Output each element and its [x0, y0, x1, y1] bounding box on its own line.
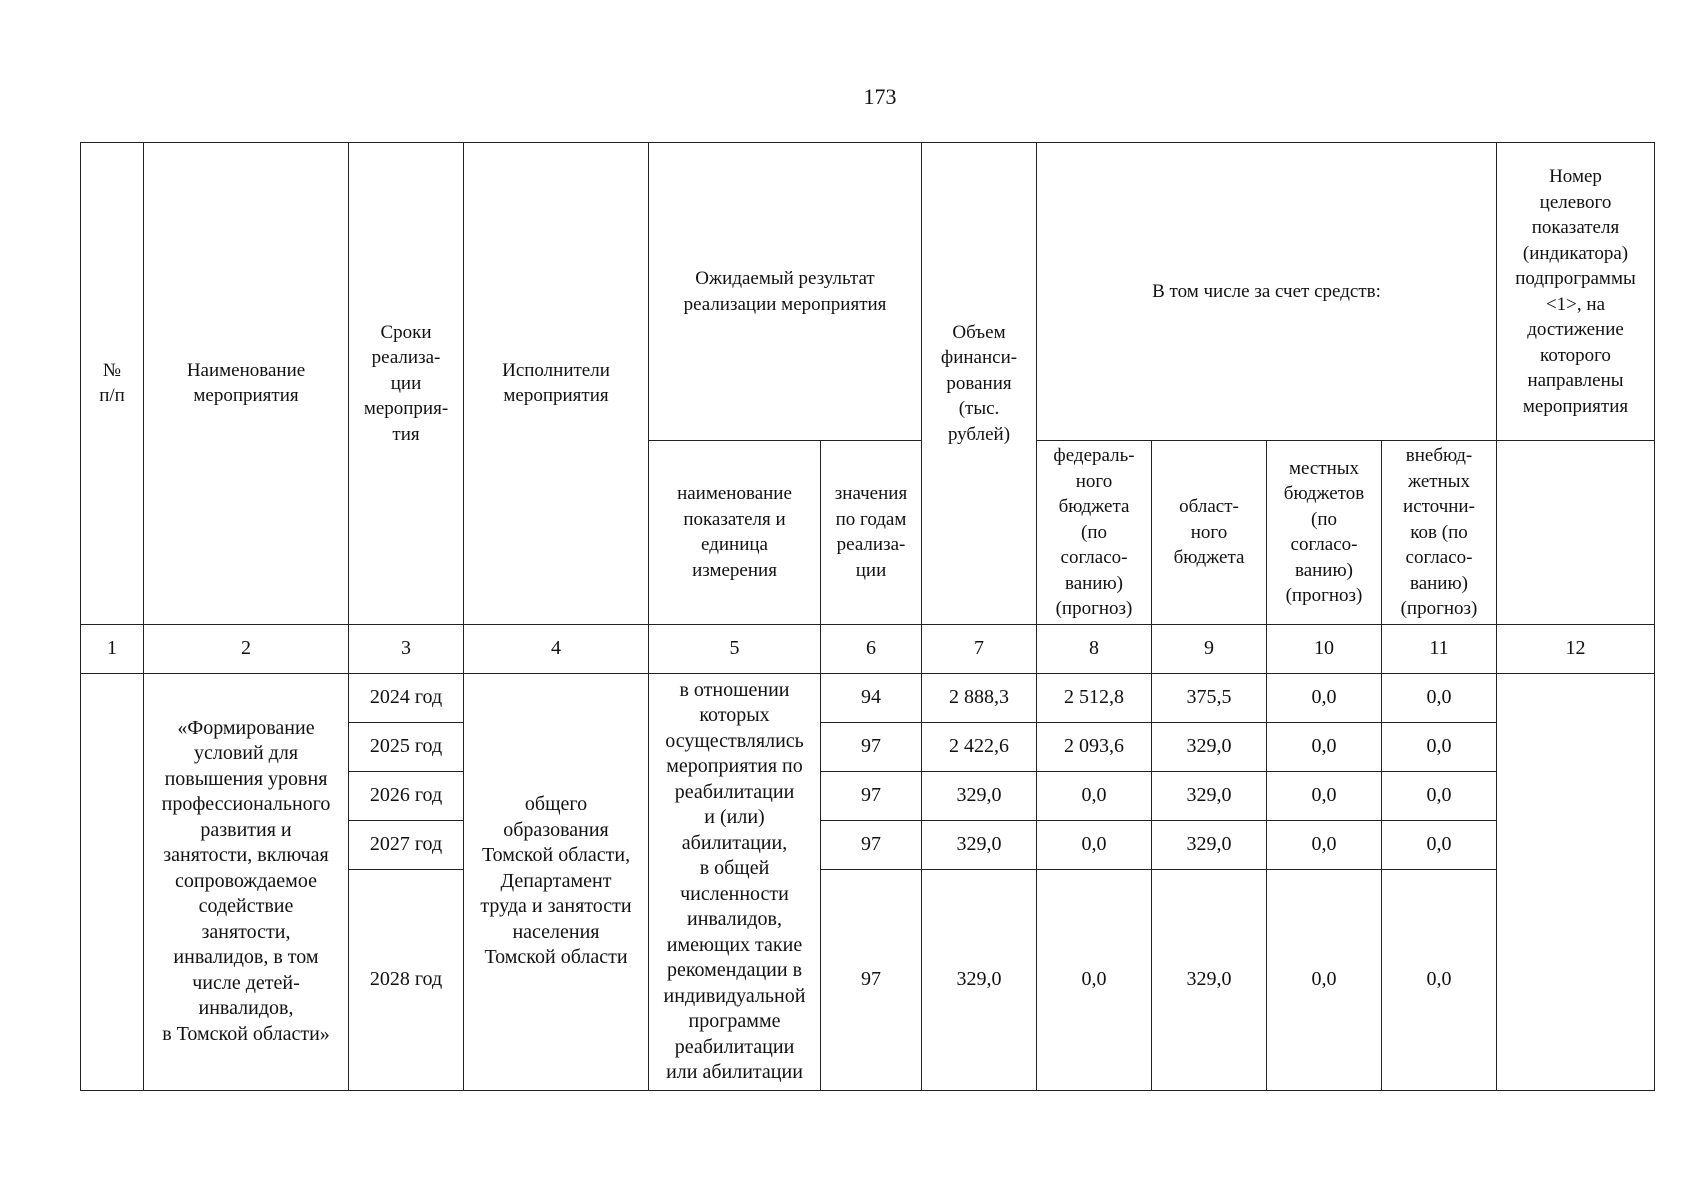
header-activity-name: Наименование мероприятия: [144, 143, 349, 625]
header-number: № п/п: [81, 143, 144, 625]
funding-federal: 0,0: [1037, 869, 1152, 1090]
funding-regional: 329,0: [1152, 771, 1267, 820]
funding-total: 2 888,3: [922, 673, 1037, 722]
column-number: 4: [464, 624, 649, 673]
column-number: 3: [349, 624, 464, 673]
header-target-indicator-number: Номер целевого показателя (индикатора) подпрограммы <1>, на достижение которого направлены мероприятия: [1497, 143, 1655, 441]
funding-local: 0,0: [1267, 820, 1382, 869]
header-indicator-name: наименование показателя и единица измерения: [649, 441, 821, 625]
column-number: 12: [1497, 624, 1655, 673]
funding-federal: 0,0: [1037, 771, 1152, 820]
funding-total: 329,0: [922, 771, 1037, 820]
table-row: [81, 673, 1655, 722]
funding-extrabudgetary: 0,0: [1382, 722, 1497, 771]
header-expected-result: Ожидаемый результат реализации мероприятия: [649, 143, 922, 441]
header-federal-budget: федераль- ного бюджета (по согласо- ванию) (прогноз): [1037, 441, 1152, 625]
target-indicator-number: [1497, 673, 1655, 1090]
header-regional-budget: област- ного бюджета: [1152, 441, 1267, 625]
column-number: 10: [1267, 624, 1382, 673]
funding-federal: 2 512,8: [1037, 673, 1152, 722]
activity-number: [81, 673, 144, 1090]
activity-executors: общего образования Томской области, Департамент труда и занятости населения Томской области: [464, 673, 649, 1090]
indicator-value: 97: [821, 722, 922, 771]
funding-local: 0,0: [1267, 673, 1382, 722]
indicator-value: 94: [821, 673, 922, 722]
funding-local: 0,0: [1267, 869, 1382, 1090]
funding-local: 0,0: [1267, 722, 1382, 771]
header-extrabudgetary: внебюд- жетных источни- ков (по согласо- ванию) (прогноз): [1382, 441, 1497, 625]
column-number: 1: [81, 624, 144, 673]
year-cell: 2028 год: [349, 869, 464, 1090]
indicator-value: 97: [821, 869, 922, 1090]
funding-federal: 2 093,6: [1037, 722, 1152, 771]
header-executors: Исполнители мероприятия: [464, 143, 649, 625]
funding-regional: 329,0: [1152, 820, 1267, 869]
funding-regional: 329,0: [1152, 722, 1267, 771]
funding-extrabudgetary: 0,0: [1382, 820, 1497, 869]
funding-total: 329,0: [922, 869, 1037, 1090]
activities-table: [80, 142, 1655, 1091]
header-including-sources: В том числе за счет средств:: [1037, 143, 1497, 441]
column-number: 7: [922, 624, 1037, 673]
header-target-indicator-number-sub: [1497, 441, 1655, 625]
year-cell: 2027 год: [349, 820, 464, 869]
indicator-name: в отношении которых осуществлялись мероприятия по реабилитации и (или) абилитации, в общей численности инвалидов, имеющих такие рекомендации в индивидуальной программе реабилитации или абилитации: [649, 673, 821, 1090]
indicator-value: 97: [821, 771, 922, 820]
year-cell: 2025 год: [349, 722, 464, 771]
funding-extrabudgetary: 0,0: [1382, 869, 1497, 1090]
funding-local: 0,0: [1267, 771, 1382, 820]
column-number: 5: [649, 624, 821, 673]
activity-name: «Формирование условий для повышения уровня профессионального развития и занятости, включая сопровождаемое содействие занятости, инвалидов, в том числе детей- инвалидов, в Томской области»: [144, 673, 349, 1090]
funding-regional: 375,5: [1152, 673, 1267, 722]
column-number: 2: [144, 624, 349, 673]
funding-extrabudgetary: 0,0: [1382, 771, 1497, 820]
header-local-budgets: местных бюджетов (по согласо- ванию) (прогноз): [1267, 441, 1382, 625]
header-values-by-year: значения по годам реализа- ции: [821, 441, 922, 625]
column-number: 9: [1152, 624, 1267, 673]
page-number: 173: [863, 84, 897, 109]
year-cell: 2024 год: [349, 673, 464, 722]
funding-federal: 0,0: [1037, 820, 1152, 869]
column-number: 6: [821, 624, 922, 673]
funding-total: 2 422,6: [922, 722, 1037, 771]
indicator-value: 97: [821, 820, 922, 869]
header-funding-volume: Объем финанси- рования (тыс. рублей): [922, 143, 1037, 625]
funding-extrabudgetary: 0,0: [1382, 673, 1497, 722]
column-number: 11: [1382, 624, 1497, 673]
funding-regional: 329,0: [1152, 869, 1267, 1090]
column-numbers-row: [81, 624, 1655, 673]
header-terms: Сроки реализа- ции мероприя- тия: [349, 143, 464, 625]
funding-total: 329,0: [922, 820, 1037, 869]
column-number: 8: [1037, 624, 1152, 673]
year-cell: 2026 год: [349, 771, 464, 820]
